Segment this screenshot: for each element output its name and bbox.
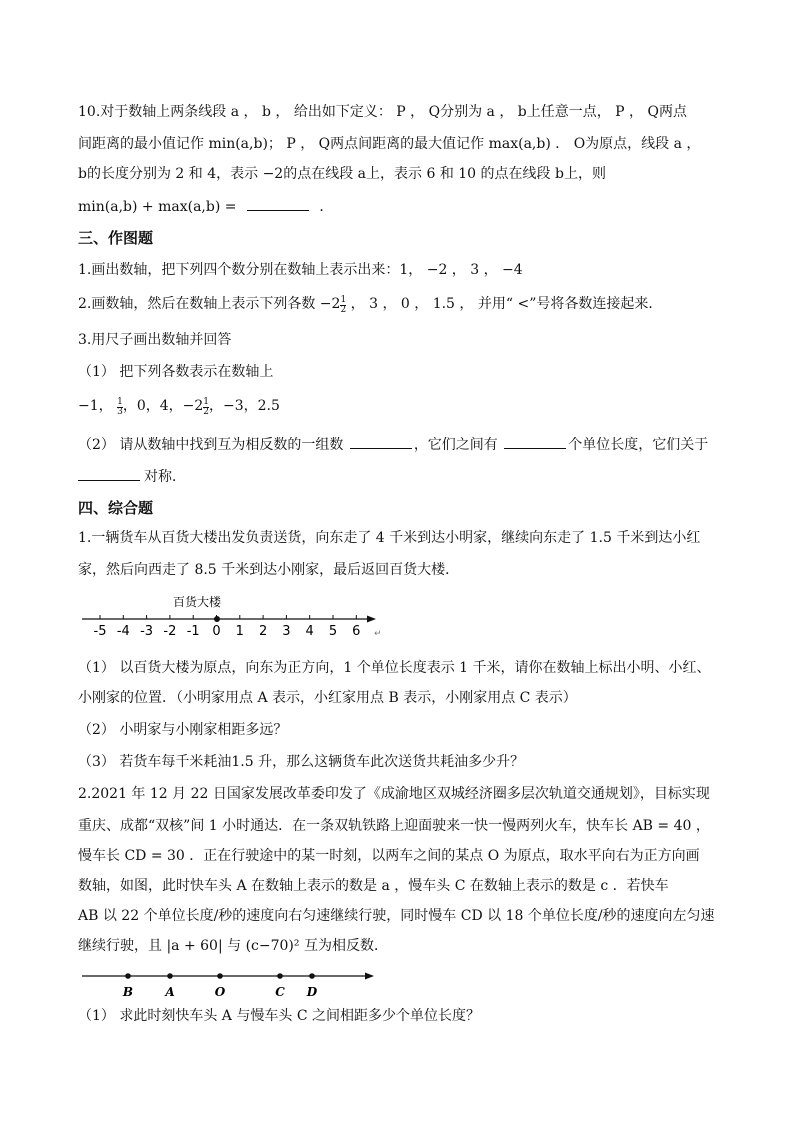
s4-q2-line-1: 2.2021 年 12 月 22 日国家发展改革委印发了《成渝地区双城经济圈多层次轨道交通规划》，目标实现 — [78, 786, 710, 802]
point-d — [309, 973, 315, 979]
point-c — [277, 973, 283, 979]
point-o — [217, 973, 223, 979]
number-line-1 — [78, 592, 388, 640]
s3-problem-2 — [78, 294, 662, 315]
s4-q2-part-1: （1） 求此时刻快车头 A 与慢车头 C 之间相距多少个单位长度？ — [78, 1008, 480, 1024]
tick-label: 2 — [258, 624, 268, 639]
s4-q1-part-1-line-1: （1） 以百货大楼为原点，向东为正方向，1 个单位长度表示 1 千米，请你在数轴上标出小明、小红、 — [78, 660, 711, 676]
return-mark: ↵ — [374, 629, 382, 639]
number-line-2 — [78, 966, 388, 1000]
s3-p2-text-2: ， 3 ， 0 ， 1.5 ， 并用“ <”号将各数连接起来． — [346, 296, 663, 312]
s4-q1-part-2: （2） 小明家与小刚家相距多远？ — [78, 722, 288, 738]
section-4-title: 四、综合题 — [78, 499, 154, 517]
q10-formula: min(a,b) + max(a,b) = — [78, 199, 237, 215]
point-label-c: C — [275, 985, 285, 999]
answer-blank[interactable] — [350, 434, 412, 449]
q10-line-2: 间距离的最小值记作 min(a,b)； P ， Q两点间距离的最大值记作 max(a,b) ． O为原点，线段 a ， — [78, 136, 701, 152]
point-label-o: O — [214, 985, 226, 999]
point-a — [167, 973, 173, 979]
point-label-a: A — [165, 985, 175, 999]
q10-line-4 — [78, 196, 333, 217]
point-label-b: B — [122, 985, 134, 999]
tick-label: -4 — [116, 624, 130, 639]
q10-period: ． — [319, 199, 334, 215]
number-line-origin-label: 百货大楼 — [172, 595, 222, 609]
s4-q2-line-6: 继续行驶，且 |a + 60| 与 (c−70)² 互为相反数． — [78, 938, 388, 954]
s4-q2-line-4: 数轴，如图，此时快车头 A 在数轴上表示的数是 a ，慢车头 C 在数轴上表示的数是 c ．若快车 — [78, 878, 669, 894]
s4-q1-line-1: 1.一辆货车从百货大楼出发负责送货，向东走了 4 千米到达小明家，继续向东走了 1.5 千米到达小红 — [78, 530, 701, 546]
s4-q1-part-1-line-2: 小刚家的位置．（小明家用点 A 表示，小红家用点 B 表示，小刚家用点 C 表示） — [78, 690, 577, 706]
tick-label: -2 — [163, 624, 177, 639]
tick-label: -3 — [140, 624, 154, 639]
s4-q1-line-2: 家，然后向西走了 8.5 千米到达小刚家，最后返回百货大楼． — [78, 562, 460, 578]
point-label-d: D — [306, 985, 318, 999]
q10-line-1: 10.对于数轴上两条线段 a ， b ， 给出如下定义： P ， Q分别为 a ， b上任意一点， P ， Q两点 — [78, 104, 687, 120]
s4-q2-line-2: 重庆、成都“双核”间 1 小时通达．在一条双轨铁路上迎面驶来一快一慢两列火车，快车长 AB = 40 ， — [78, 818, 710, 834]
s3-problem-3-part-1: （1） 把下列各数表示在数轴上 — [78, 364, 274, 380]
fraction: $\frac{1}{3}$ — [117, 397, 123, 417]
answer-blank[interactable] — [504, 434, 566, 449]
answer-blank[interactable] — [247, 196, 309, 211]
point-b — [125, 973, 131, 979]
tick-label: -5 — [93, 624, 107, 639]
s4-q1-part-3: （3） 若货车每千米耗油1.5 升，那么这辆货车此次送货共耗油多少升？ — [78, 754, 525, 770]
s3-problem-3-part-2-cont: 对称． — [78, 466, 186, 487]
tick-label: 6 — [352, 624, 361, 639]
s4-q2-line-3: 慢车长 CD = 30 ．正在行驶途中的某一时刻，以两车之间的某点 O 为原点，取水平向右为正方向画 — [78, 848, 700, 864]
tick-label: -1 — [186, 624, 200, 639]
answer-blank[interactable] — [78, 466, 140, 481]
s3-problem-3: 3.用尺子画出数轴并回答 — [78, 332, 232, 348]
tick-label: 0 — [212, 624, 221, 639]
s3-problem-1: 1.画出数轴，把下列四个数分别在数轴上表示出来：1， −2 ， 3 ， −4 — [78, 262, 523, 278]
tick-label: 3 — [282, 624, 291, 639]
fraction: $\frac{1}{2}$ — [203, 397, 210, 417]
origin-point — [214, 616, 220, 622]
tick-label: 1 — [235, 624, 244, 639]
q10-line-3: b的长度分别为 2 和 4，表示 −2的点在线段 a上，表示 6 和 10 的点在线段 b上，则 — [78, 166, 606, 182]
tick-label: 5 — [328, 624, 338, 639]
tick-label: 4 — [305, 624, 314, 639]
s3-problem-3-part-2: （2） 请从数轴中找到互为相反数的一组数 ，它们之间有 个单位长度，它们关于 — [78, 434, 708, 455]
s3-number-list: −1， $\frac{1}{3}$ ，0，4，−2 $\frac{1}{2}$ ，−3，2.5 — [78, 397, 280, 417]
fraction: $\frac{1}{2}$ — [340, 295, 347, 315]
s3-p2-text: 2.画数轴，然后在数轴上表示下列各数 −2 — [78, 296, 341, 312]
s4-q2-line-5: AB 以 22 个单位长度/秒的速度向右匀速继续行驶，同时慢车 CD 以 18 个单位长度/秒的速度向左匀速 — [78, 908, 715, 924]
section-3-title: 三、作图题 — [78, 229, 154, 247]
